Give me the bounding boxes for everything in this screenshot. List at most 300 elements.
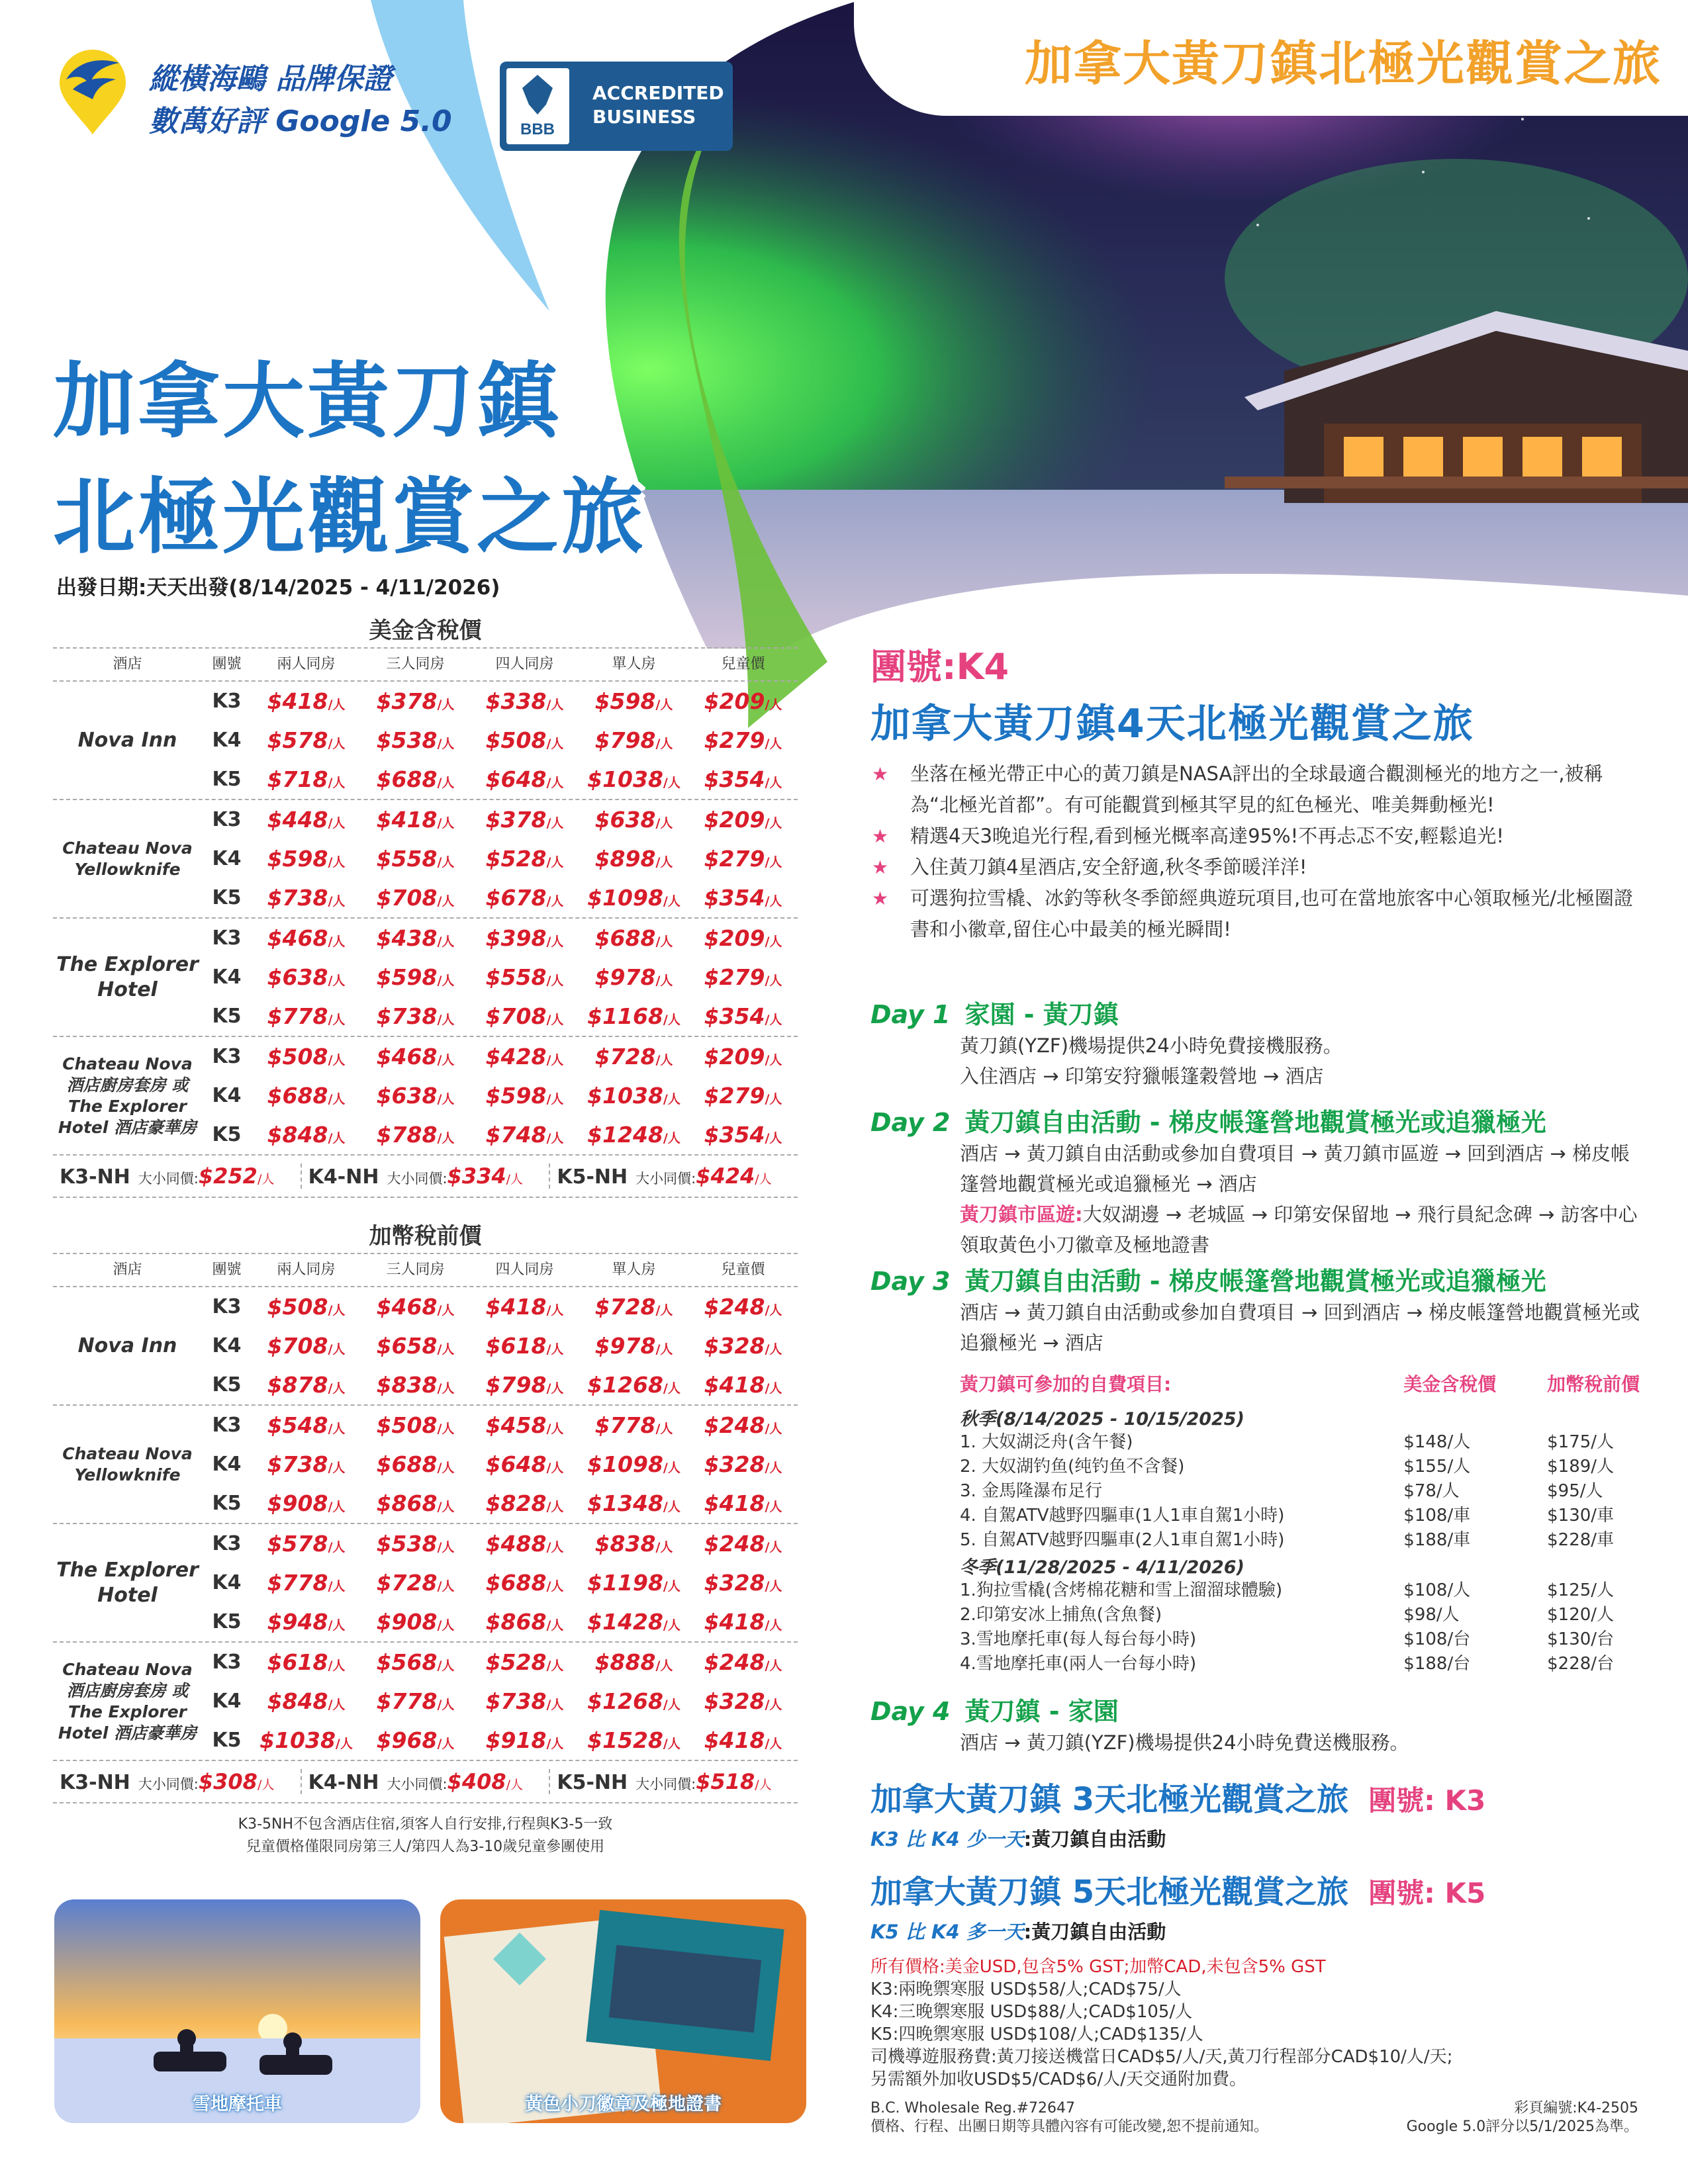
col-child: 兒童價: [721, 656, 765, 672]
price-cell: [361, 1372, 470, 1398]
price-value: $458: [485, 1412, 547, 1438]
price-row: [202, 1524, 798, 1563]
price-unit: /人: [546, 1053, 564, 1068]
price-unit: /人: [437, 1131, 455, 1146]
price-unit: /人: [765, 855, 782, 870]
note-1: K3-5NH不包含酒店住宿,須客人自行安排,行程與K3-5一致: [238, 1816, 613, 1833]
price-cell: [252, 1083, 361, 1109]
activities-header: [960, 1370, 1645, 1396]
price-cell: [252, 1490, 361, 1516]
day3-line1: 酒店 → 黃刀鎮自由活動或參加自費項目 → 回到酒店 → 梯皮帳篷營地觀賞極光或追獵極光 → 酒店: [960, 1301, 1640, 1354]
price-cell: [579, 807, 688, 833]
price-unit: /人: [546, 1500, 564, 1514]
price-value: $328: [704, 1570, 765, 1596]
price-value: $248: [704, 1294, 765, 1320]
price-cell: [252, 1649, 361, 1675]
nh-price: $252: [198, 1163, 258, 1189]
price-unit: /人: [765, 1013, 782, 1027]
price-row: [202, 1445, 798, 1484]
price-unit: /人: [546, 974, 564, 988]
price-value: $508: [267, 1294, 328, 1320]
tour-code: K4: [212, 1334, 242, 1357]
price-value: $1198: [587, 1570, 663, 1596]
city-tour-label: 黃刀鎮市區遊:: [960, 1203, 1083, 1226]
price-unit: /人: [328, 1342, 346, 1357]
price-row: [202, 1602, 798, 1641]
price-value: $538: [376, 727, 438, 753]
price-unit: /人: [328, 1422, 346, 1436]
price-cell: [361, 1688, 470, 1714]
price-cell: [470, 1083, 579, 1109]
price-value: $1528: [587, 1727, 663, 1753]
price-cell: [688, 1451, 798, 1477]
price-value: $828: [485, 1490, 547, 1516]
nh-unit: /人: [257, 1172, 275, 1187]
footer-left: [870, 2099, 1268, 2136]
price-cell: [470, 727, 579, 753]
highlight-bullet: ★ 坐落在極光帶正中心的黃刀鎮是NASA評出的全球最適合觀測極光的地方之一,被稱為“北極光首都”。有可能觀賞到極其罕見的紅色極光、唯美舞動極光!: [870, 758, 1645, 821]
price-cell: [361, 1294, 470, 1320]
snowmobile-photo: [54, 1899, 420, 2123]
hotel-group: [53, 1287, 798, 1406]
tour-code: K5: [212, 1005, 242, 1028]
price-row: [202, 878, 798, 917]
fine-line5: 另需額外加收USD$5/CAD$6/人/天交通附加費。: [870, 2070, 1246, 2089]
price-value: $1098: [587, 1451, 663, 1477]
k5-title: 加拿大黃刀鎮 5天北極光觀賞之旅: [870, 1874, 1349, 1911]
nh-price: $408: [447, 1769, 506, 1794]
price-cell: [688, 1083, 798, 1109]
table-notes: [53, 1813, 798, 1858]
col-single: 單人房: [612, 656, 656, 672]
price-value: $558: [485, 964, 547, 990]
price-value: $248: [704, 1412, 765, 1438]
price-value: $778: [267, 1570, 328, 1596]
price-cell: [579, 688, 688, 714]
col-code: 團號: [212, 656, 242, 672]
activity-cad: $228/台: [1547, 1654, 1615, 1674]
fine-line3: K5:四晚禦寒服 USD$108/人;CAD$135/人: [870, 2025, 1203, 2044]
hotel-name: Nova Inn: [77, 728, 177, 752]
price-cell: [470, 1688, 579, 1714]
price-unit: /人: [663, 1698, 680, 1712]
activity-usd: $108/車: [1403, 1506, 1471, 1525]
cad-nh-row: [53, 1761, 798, 1803]
price-value: $618: [485, 1333, 547, 1359]
price-cell: [361, 1531, 470, 1557]
price-cell: [688, 688, 798, 714]
price-value: $354: [704, 1003, 765, 1029]
price-unit: /人: [437, 1381, 455, 1396]
price-unit: /人: [663, 1461, 680, 1475]
price-cell: [470, 846, 579, 872]
tour-code: K4: [212, 1690, 242, 1713]
price-cell: [470, 1609, 579, 1635]
price-cell: [470, 1490, 579, 1516]
price-row: [202, 1037, 798, 1076]
price-value: $738: [485, 1688, 547, 1714]
price-value: $1098: [587, 885, 663, 911]
price-cell: [470, 1044, 579, 1069]
price-unit: /人: [335, 1737, 353, 1751]
hotel-name: The Explorer Hotel: [56, 952, 199, 1001]
price-cell: [579, 1294, 688, 1320]
hotel-name: Chateau Nova 酒店廚房套房 或 The Explorer Hotel 酒店豪華房: [58, 1054, 197, 1137]
price-unit: /人: [546, 737, 564, 751]
price-unit: /人: [546, 1303, 564, 1318]
price-value: $978: [594, 964, 656, 990]
nh-unit: /人: [257, 1778, 275, 1792]
price-value: $918: [485, 1727, 547, 1753]
price-value: $848: [267, 1688, 328, 1714]
price-row: [202, 1326, 798, 1365]
price-unit: /人: [328, 1500, 346, 1514]
usd-price-table: [53, 614, 798, 1198]
day4: [870, 1691, 1645, 1758]
price-value: $1248: [587, 1122, 663, 1148]
price-value: $648: [485, 1451, 547, 1477]
activity-row: [960, 1652, 1645, 1676]
winter-season: 冬季(11/28/2025 - 4/11/2026): [960, 1557, 1244, 1578]
price-value: $418: [267, 688, 328, 714]
price-unit: /人: [655, 934, 673, 949]
price-value: $598: [267, 846, 328, 872]
price-value: $558: [376, 846, 438, 872]
price-cell: [361, 846, 470, 872]
price-cell: [688, 1570, 798, 1596]
price-row: [202, 1721, 798, 1760]
price-cell: [361, 885, 470, 911]
activity-name: 2.印第安冰上捕魚(含魚餐): [960, 1605, 1162, 1625]
price-cell: [361, 1083, 470, 1109]
price-unit: /人: [437, 934, 455, 949]
price-value: $978: [594, 1333, 656, 1359]
price-unit: /人: [655, 816, 673, 831]
price-value: $279: [704, 1083, 765, 1109]
price-cell: [252, 1372, 361, 1398]
price-value: $838: [376, 1372, 438, 1398]
day1-title: 家園 - 黃刀鎮: [964, 1000, 1119, 1029]
price-value: $418: [704, 1609, 765, 1635]
price-value: $528: [485, 846, 547, 872]
price-value: $248: [704, 1531, 765, 1557]
price-value: $528: [485, 1649, 547, 1675]
price-value: $578: [267, 727, 328, 753]
price-value: $728: [594, 1294, 656, 1320]
k3-title: 加拿大黃刀鎮 3天北極光觀賞之旅: [870, 1781, 1349, 1818]
hotel-group: [53, 1643, 798, 1761]
price-value: $328: [704, 1333, 765, 1359]
price-value: $778: [376, 1688, 438, 1714]
nh-label: 大小同價:: [387, 1171, 447, 1187]
price-value: $1038: [259, 1727, 336, 1753]
price-unit: /人: [437, 1500, 455, 1514]
nh-cell: [302, 1163, 551, 1189]
nh-code: K4-NH: [308, 1165, 379, 1189]
price-value: $908: [376, 1609, 438, 1635]
price-unit: /人: [765, 1342, 782, 1357]
price-unit: /人: [765, 1737, 782, 1751]
price-value: $688: [594, 925, 656, 951]
price-value: $908: [267, 1490, 328, 1516]
price-cell: [470, 1372, 579, 1398]
price-value: $968: [376, 1727, 438, 1753]
nh-unit: /人: [755, 1172, 772, 1187]
day4-title: 黃刀鎮 - 家園: [964, 1697, 1119, 1726]
price-cell: [579, 1531, 688, 1557]
nh-label: 大小同價:: [635, 1171, 696, 1187]
price-unit: /人: [546, 894, 564, 909]
price-value: $778: [594, 1412, 656, 1438]
activity-row: [960, 1627, 1645, 1652]
nh-cell: [302, 1769, 551, 1794]
price-value: $598: [376, 964, 438, 990]
price-unit: /人: [765, 894, 782, 909]
price-cell: [688, 1531, 798, 1557]
price-cell: [252, 766, 361, 792]
price-cell: [688, 964, 798, 990]
price-unit: /人: [546, 1540, 564, 1555]
fine-line1: K3:兩晚禦寒服 USD$58/人;CAD$75/人: [870, 1979, 1182, 1999]
price-value: $708: [376, 885, 438, 911]
col-code: 團號: [212, 1261, 242, 1278]
price-cell: [579, 846, 688, 872]
usd-groups: [53, 682, 798, 1156]
price-cell: [252, 846, 361, 872]
price-cell: [252, 1412, 361, 1438]
logo-tagline: [149, 58, 452, 143]
price-value: $648: [485, 766, 547, 792]
price-unit: /人: [328, 1013, 346, 1027]
price-row: [202, 760, 798, 799]
price-unit: /人: [328, 1698, 346, 1712]
hotel-name: Chateau Nova Yellowknife: [62, 838, 193, 879]
price-unit: /人: [765, 1461, 782, 1475]
price-unit: /人: [328, 1092, 346, 1107]
hotel-name: The Explorer Hotel: [56, 1558, 199, 1607]
hotel-group: [53, 1524, 798, 1643]
activity-usd: $108/台: [1403, 1629, 1471, 1649]
activity-name: 3.雪地摩托車(每人每台每小時): [960, 1629, 1197, 1649]
price-row: [202, 682, 798, 721]
price-value: $738: [267, 885, 328, 911]
price-row: [202, 1076, 798, 1115]
price-unit: /人: [765, 1698, 782, 1712]
price-value: $718: [267, 766, 328, 792]
price-row: [202, 1406, 798, 1445]
k5-code: K5 比 K4 多一天: [870, 1921, 1024, 1943]
price-value: $748: [485, 1122, 547, 1148]
col-hotel: 酒店: [113, 1261, 142, 1278]
bbb-mark: BBB: [520, 120, 555, 138]
price-cell: [252, 1609, 361, 1635]
price-row: [202, 1287, 798, 1326]
price-unit: /人: [437, 776, 455, 790]
k5-number: 團號: K5: [1368, 1877, 1486, 1909]
price-unit: /人: [328, 974, 346, 988]
price-value: $354: [704, 766, 765, 792]
activity-row: [960, 1528, 1645, 1553]
day3-title: 黃刀鎮自由活動 - 梯皮帳篷營地觀賞極光或追獵極光: [964, 1267, 1546, 1296]
nh-code: K5-NH: [557, 1771, 628, 1794]
price-unit: /人: [328, 737, 346, 751]
price-cell: [361, 1451, 470, 1477]
seagull-logo-icon: [56, 50, 129, 136]
price-cell: [361, 1609, 470, 1635]
price-value: $548: [267, 1412, 328, 1438]
price-value: $638: [594, 807, 656, 833]
price-unit: /人: [663, 1500, 680, 1514]
activity-cad: $120/人: [1547, 1605, 1615, 1625]
price-value: $418: [704, 1372, 765, 1398]
price-unit: /人: [328, 816, 346, 831]
price-value: $468: [376, 1294, 438, 1320]
price-value: $378: [485, 807, 547, 833]
activity-cad: $95/人: [1547, 1481, 1603, 1501]
price-unit: /人: [437, 894, 455, 909]
day1-label: Day 1: [870, 1000, 951, 1029]
tour-code: K3: [212, 1045, 242, 1068]
activity-name: 1.狗拉雪橇(含烤棉花糖和雪上溜溜球體驗): [960, 1580, 1283, 1600]
price-cell: [688, 807, 798, 833]
price-unit: /人: [546, 1422, 564, 1436]
price-unit: /人: [546, 1659, 564, 1673]
price-value: $468: [376, 1044, 438, 1069]
activity-name: 4. 自駕ATV越野四驅車(1人1車自駕1小時): [960, 1506, 1285, 1525]
tour-code: K3: [212, 1414, 242, 1437]
price-unit: /人: [328, 1053, 346, 1068]
price-value: $738: [267, 1451, 328, 1477]
price-cell: [361, 1649, 470, 1675]
price-value: $708: [485, 1003, 547, 1029]
price-unit: /人: [655, 1053, 673, 1068]
price-unit: /人: [663, 1618, 680, 1633]
price-unit: /人: [655, 737, 673, 751]
price-unit: /人: [546, 1342, 564, 1357]
price-unit: /人: [765, 1618, 782, 1633]
highlight-bullet: ★ 精選4天3晚追光行程,看到極光概率高達95%!不再忐忑不安,輕鬆追光!: [870, 821, 1645, 852]
price-cell: [579, 1412, 688, 1438]
bbb-logo-icon: [506, 68, 569, 144]
price-unit: /人: [765, 776, 782, 790]
hotel-group: [53, 800, 798, 919]
price-cell: [470, 1333, 579, 1359]
price-unit: /人: [437, 1659, 455, 1673]
activities-col-cad: 加幣稅前價: [1547, 1373, 1640, 1395]
price-value: $209: [704, 1044, 765, 1069]
price-unit: /人: [437, 1013, 455, 1027]
price-unit: /人: [765, 1540, 782, 1555]
price-unit: /人: [765, 1092, 782, 1107]
price-value: $418: [485, 1294, 547, 1320]
price-unit: /人: [655, 1540, 673, 1555]
price-value: $598: [485, 1083, 547, 1109]
price-value: $1428: [587, 1609, 663, 1635]
price-cell: [361, 1003, 470, 1029]
activity-usd: $148/人: [1403, 1432, 1471, 1452]
price-cell: [252, 1451, 361, 1477]
price-unit: /人: [328, 1579, 346, 1594]
hotel-group: [53, 1406, 798, 1524]
price-value: $248: [704, 1649, 765, 1675]
price-cell: [470, 1122, 579, 1148]
price-unit: /人: [655, 1422, 673, 1436]
day1-line2: 入住酒店 → 印第安狩獵帳篷穀營地 → 酒店: [960, 1065, 1324, 1087]
price-unit: /人: [437, 737, 455, 751]
price-unit: /人: [328, 1540, 346, 1555]
price-cell: [252, 1294, 361, 1320]
price-cell: [579, 1570, 688, 1596]
price-cell: [470, 1003, 579, 1029]
price-cell: [252, 1003, 361, 1029]
price-cell: [688, 846, 798, 872]
price-cell: [579, 1333, 688, 1359]
price-unit: /人: [328, 934, 346, 949]
price-cell: [688, 1294, 798, 1320]
price-unit: /人: [437, 1618, 455, 1633]
price-value: $508: [485, 727, 547, 753]
price-cell: [470, 1451, 579, 1477]
nh-unit: /人: [506, 1172, 524, 1187]
price-cell: [579, 1122, 688, 1148]
price-value: $848: [267, 1122, 328, 1148]
tour-k3: [870, 1774, 1645, 1852]
nh-label: 大小同價:: [635, 1776, 696, 1792]
usd-table-title: 美金含稅價: [369, 617, 482, 644]
price-value: $948: [267, 1609, 328, 1635]
price-cell: [688, 1727, 798, 1753]
tour-code: K3: [212, 1532, 242, 1555]
price-value: $209: [704, 925, 765, 951]
price-unit: /人: [663, 1737, 680, 1751]
price-cell: [252, 1333, 361, 1359]
price-cell: [252, 925, 361, 951]
departure-date: 出發日期:天天出發(8/14/2025 - 4/11/2026): [56, 576, 500, 600]
tour-code: K4: [212, 847, 242, 870]
price-unit: /人: [437, 1342, 455, 1357]
bbb-line2: BUSINESS: [592, 106, 696, 128]
k3-text: :黃刀鎮自由活動: [1023, 1828, 1166, 1850]
activity-row: [960, 1455, 1645, 1479]
price-row: [202, 721, 798, 760]
hotel-name: Nova Inn: [77, 1334, 177, 1357]
price-unit: /人: [437, 974, 455, 988]
tour-number: 團號:K4: [870, 646, 1009, 688]
nh-label: 大小同價:: [138, 1776, 199, 1792]
day3: [870, 1261, 1645, 1358]
logo-line2: 數萬好評 Google 5.0: [149, 105, 452, 138]
price-value: $418: [704, 1490, 765, 1516]
day2-title: 黃刀鎮自由活動 - 梯皮帳篷營地觀賞極光或追獵極光: [964, 1108, 1546, 1137]
price-unit: /人: [663, 894, 680, 909]
col-triple: 三人同房: [386, 1261, 445, 1278]
price-cell: [470, 964, 579, 990]
price-cell: [688, 1649, 798, 1675]
col-single: 單人房: [612, 1261, 656, 1278]
tour-code: K3: [212, 927, 242, 950]
price-cell: [579, 1044, 688, 1069]
price-unit: /人: [328, 1659, 346, 1673]
col-quad: 四人同房: [495, 1261, 554, 1278]
price-unit: /人: [546, 1737, 564, 1751]
price-unit: /人: [546, 816, 564, 831]
price-unit: /人: [437, 1053, 455, 1068]
price-value: $354: [704, 885, 765, 911]
price-cell: [361, 1490, 470, 1516]
price-value: $638: [376, 1083, 438, 1109]
activity-cad: $189/人: [1547, 1457, 1615, 1477]
price-value: $868: [376, 1490, 438, 1516]
